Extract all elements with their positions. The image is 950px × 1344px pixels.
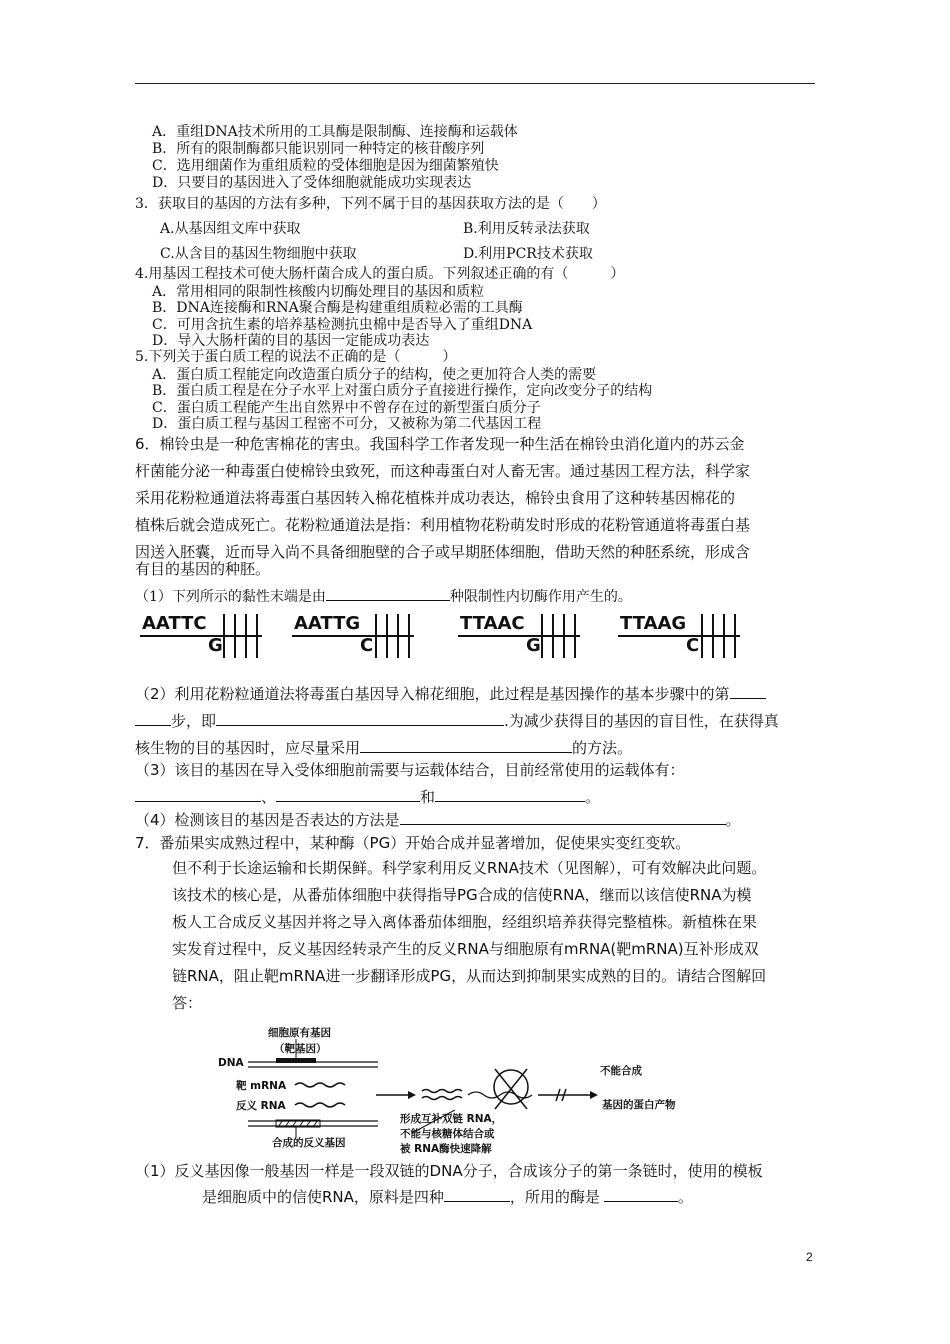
q3-option-c: C.从含目的基因生物细胞中获取 [160, 246, 357, 262]
q6-s4-text: （4）检测该目的基因是否表达的方法是 [135, 811, 400, 829]
q5-option-b: B．蛋白质工程是在分子水平上对蛋白质分子直接进行操作，定向改变分子的结构 [152, 383, 653, 399]
label-result-3: 被 RNA酶快速降解 [400, 1143, 492, 1155]
q6-para-line: 植株后就会造成死亡。花粉粒通道法是指：利用植物花粉萌发时形成的花粉管通道将毒蛋白基 [135, 516, 751, 534]
q6-s1 [135, 586, 632, 606]
sticky-end-bottom: C [360, 635, 374, 656]
q6-s2-text-d: 核生物的目的基因时，应尽量采用 [135, 739, 361, 757]
q7-s1-line2 [202, 1187, 693, 1206]
header-rule [135, 83, 815, 84]
label-dna: DNA [218, 1057, 244, 1069]
sticky-end [140, 612, 270, 662]
sticky-end [458, 612, 588, 662]
q2-option-b: B．所有的限制酶都只能识别同一种特定的核苷酸序列 [152, 141, 485, 157]
q7-stem: 7．番茄果实成熟过程中，某种酶（PG）开始合成并显著增加，促使果实变红变软。 [135, 834, 691, 852]
sticky-end-bottom: G [526, 635, 541, 656]
q6-s2-line3 [135, 738, 632, 757]
q6-s4-end: 。 [725, 811, 741, 829]
label-cannot-synth: 不能合成 [600, 1065, 642, 1077]
q7-para-line: 该技术的核心是，从番茄体细胞中获得指导PG合成的信使RNA，继而以该信使RNA为模 [172, 886, 752, 904]
q7-para-line: 链RNA，阻止靶mRNA进一步翻译形成PG，从而达到抑制果实成熟的目的。请结合图解回 [172, 967, 767, 985]
q6-s4 [135, 810, 741, 829]
q6-s3-line1: （3）该目的基因在导入受体细胞前需要与运载体结合，目前经常使用的运载体有： [135, 761, 685, 779]
label-result-2: 不能与核糖体结合或 [400, 1128, 495, 1140]
sticky-end-top: AATTC [142, 613, 207, 634]
antisense-rna-diagram [200, 1025, 720, 1160]
q3-option-d: D.利用PCR技术获取 [463, 246, 593, 262]
q7-para-line: 但不利于长途运输和长期保鲜。科学家利用反义RNA技术（见图解），可有效解决此问题。 [172, 859, 767, 877]
q6-s2-text-b: 步，即 [171, 712, 217, 730]
q6-s2-blank-name[interactable] [216, 711, 504, 726]
q6-s3-line2 [135, 787, 600, 806]
q6-para-line: 因送入胚囊，近而导入尚不具备细胞壁的合子或早期胚体细胞，借助天然的种胚系统，形成含 [135, 543, 751, 561]
q7-para-line: 板人工合成反义基因并将之导入离体番茄体细胞，经组织培养获得完整植株。新植株在果 [172, 913, 758, 931]
q5-option-c: C．蛋白质工程能产生出自然界中不曾存在过的新型蛋白质分子 [152, 400, 541, 416]
q7-s1-text-c: ，所用的酶是 [509, 1188, 600, 1206]
q6-para-line: 6．棉铃虫是一种危害棉花的害虫。我国科学工作者发现一种生活在棉铃虫消化道内的苏云金 [135, 435, 745, 453]
q5-option-a: A．蛋白质工程能定向改造蛋白质分子的结构，使之更加符合人类的需要 [152, 367, 597, 383]
sticky-end-strands [140, 612, 270, 662]
q6-para-line: 杆菌能分泌一种毒蛋白使棉铃虫致死，而这种毒蛋白对人畜无害。通过基因工程方法，科学家 [135, 462, 751, 480]
q6-s2-text-e: 的方法。 [572, 739, 633, 757]
q6-s3-sep: 和 [420, 788, 436, 806]
q6-s2-blank-step-cont[interactable] [135, 711, 171, 726]
sticky-end-top: TTAAG [620, 613, 687, 634]
q6-s2-blank-method[interactable] [360, 738, 572, 753]
label-cell-gene: 细胞原有基因 [268, 1027, 331, 1039]
label-result-1: 形成互补双链 RNA， [400, 1113, 503, 1125]
q5-option-d: D．蛋白质工程与基因工程密不可分，又被称为第二代基因工程 [152, 416, 542, 432]
q6-s2-text-c: .为减少获得目的基因的盲目性，在获得真 [504, 712, 779, 730]
q7-para-line: 答： [172, 994, 203, 1012]
label-target-mrna: 靶 mRNA [236, 1080, 287, 1092]
label-synth-gene: 合成的反义基因 [272, 1137, 346, 1149]
q5-stem: 5.下列关于蛋白质工程的说法不正确的是（ ） [135, 349, 457, 365]
q7-s1-text-d: 。 [677, 1188, 693, 1206]
sticky-end-bottom: G [208, 635, 223, 656]
q7-s1-text-b: 是细胞质中的信使RNA，原料是四种 [202, 1188, 444, 1206]
q7-para-line: 实发育过程中，反义基因经转录产生的反义RNA与细胞原有mRNA(靶mRNA)互补形成双 [172, 940, 759, 958]
q4-option-c: C．可用含抗生素的培养基检测抗虫棉中是否导入了重组DNA [152, 317, 533, 333]
q6-s3-blank-2[interactable] [276, 787, 420, 802]
sticky-end [618, 612, 748, 662]
sticky-end-top: TTAAC [460, 613, 525, 634]
q2-option-a: A．重组DNA技术所用的工具酶是限制酶、连接酶和运载体 [152, 124, 518, 140]
page-number: 2 [806, 1250, 813, 1264]
q6-s3-blank-3[interactable] [435, 787, 585, 802]
q7-s1-line1: （1）反义基因像一般基因一样是一段双链的DNA分子，合成该分子的第一条链时，使用的模板 [135, 1162, 763, 1180]
q6-s2-text-a: （2）利用花粉粒通道法将毒蛋白基因导入棉花细胞，此过程是基因操作的基本步骤中的第 [135, 685, 730, 703]
q6-s4-blank[interactable] [400, 810, 726, 825]
q7-s1-blank-material[interactable] [444, 1187, 510, 1202]
q4-option-b: B．DNA连接酶和RNA聚合酶是构建重组质粒必需的工具酶 [152, 300, 523, 316]
label-target-gene: （靶基因） [274, 1043, 327, 1055]
q4-option-a: A．常用相同的限制性核酸内切酶处理目的基因和质粒 [152, 284, 485, 300]
label-antisense-rna: 反义 RNA [236, 1100, 286, 1112]
q4-option-d: D．导入大肠杆菌的目的基因一定能成功表达 [152, 333, 430, 349]
q7-s1-blank-enzyme[interactable] [604, 1187, 678, 1202]
q6-s2-blank-step[interactable] [730, 684, 766, 699]
q6-s3-blank-1[interactable] [135, 787, 261, 802]
q6-s2-line1 [135, 684, 766, 703]
sticky-end-strands [618, 612, 748, 662]
q3-option-a: A.从基因组文库中获取 [160, 221, 301, 237]
sticky-end-strands [458, 612, 588, 662]
q2-option-c: C．选用细菌作为重组质粒的受体细胞是因为细菌繁殖快 [152, 158, 499, 174]
q6-s3-end: 。 [585, 788, 601, 806]
label-protein-product: 基因的蛋白产物 [602, 1099, 676, 1111]
q4-stem: 4.用基因工程技术可使大肠杆菌合成人的蛋白质。下列叙述正确的有（ ） [135, 266, 625, 282]
q6-s1-text-b: 种限制性内切酶作用产生的。 [449, 589, 632, 605]
q6-s2-line2 [135, 711, 779, 730]
q6-para-line: 采用花粉粒通道法将毒蛋白基因转入棉花植株并成功表达，棉铃虫食用了这种转基因棉花的 [135, 489, 736, 507]
q6-para-line: 有目的基因的种胚。 [135, 560, 271, 578]
sticky-end-strands [292, 612, 422, 662]
sticky-end [292, 612, 422, 662]
q6-s3-sep: 、 [261, 788, 277, 806]
q6-s1-text-a: （1）下列所示的黏性末端是由 [135, 589, 326, 605]
sticky-end-bottom: C [686, 635, 700, 656]
q6-s1-blank[interactable] [326, 586, 450, 601]
q3-option-b: B.利用反转录法获取 [463, 221, 590, 237]
q3-stem: 3．获取目的基因的方法有多种，下列不属于目的基因获取方法的是（ ） [135, 196, 606, 212]
q2-option-d: D．只要目的基因进入了受体细胞就能成功实现表达 [152, 175, 472, 191]
sticky-end-top: AATTG [294, 613, 361, 634]
